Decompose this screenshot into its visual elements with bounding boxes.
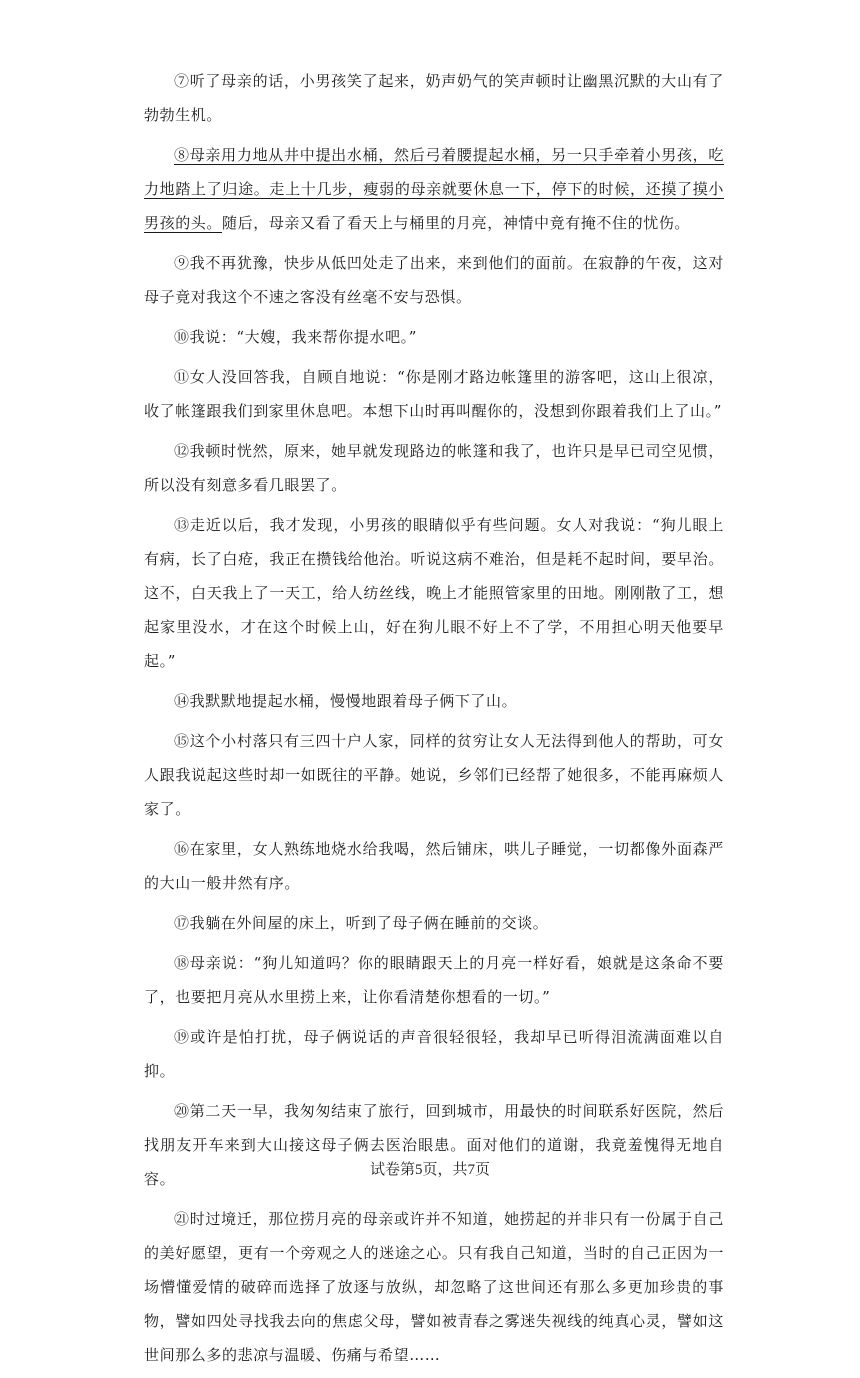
paragraph-8-rest: 随后，母亲又看了看天上与桶里的月亮，神情中竟有掩不住的忧伤。 (222, 214, 691, 232)
paragraph-9: ⑨我不再犹豫，快步从低凹处走了出来，来到他们的面前。在寂静的午夜，这对母子竟对我这个不速之客没有丝毫不安与恐惧。 (144, 254, 724, 306)
paragraph-12: ⑫我顿时恍然，原来，她早就发现路边的帐篷和我了，也许只是早已司空见惯，所以没有刻意多看几眼罢了。 (144, 442, 724, 494)
paragraph-11: ⑪女人没回答我，自顾自地说：“你是刚才路边帐篷里的游客吧，这山上很凉，收了帐篷跟我们到家里休息吧。本想下山时再叫醒你的，没想到你跟着我们上了山。” (144, 368, 724, 420)
underlined-sentence: ⑧母亲用力地从井中提出水桶，然后弓着腰提起水桶，另一只手牵着小男孩，吃力地踏上了归途。走上十几步，瘦弱的母亲就要休息一下，停下的时候，还摸了摸小男孩的头。 (144, 146, 724, 232)
paragraph-7: ⑦听了母亲的话，小男孩笑了起来，奶声奶气的笑声顿时让幽黑沉默的大山有了勃勃生机。 (144, 72, 724, 124)
paragraph-15: ⑮这个小村落只有三四十户人家，同样的贫穷让女人无法得到他人的帮助，可女人跟我说起这些时却一如既往的平静。她说，乡邻们已经帮了她很多，不能再麻烦人家了。 (144, 732, 724, 818)
paragraph-10: ⑩我说：“大嫂，我来帮你提水吧。” (174, 328, 418, 346)
article-body (144, 64, 724, 1378)
paragraph-8 (144, 138, 724, 240)
paragraph-21: ㉑时过境迁，那位捞月亮的母亲或许并不知道，她捞起的并非只有一份属于自己的美好愿望，更有一个旁观之人的迷途之心。只有我自己知道，当时的自己正因为一场懵懂爱情的破碎而选择了放逐与放纵，却忽略了这世间还有那么多更加珍贵的事物，譬如四处寻找我去向的焦虑父母，譬如被青春之雾迷失视线的纯真心灵，譬如这世间那么多的悲凉与温暖、伤痛与希望…… (144, 1210, 724, 1364)
paragraph-16: ⑯在家里，女人熟练地烧水给我喝，然后铺床，哄儿子睡觉，一切都像外面森严的大山一般井然有序。 (144, 840, 724, 892)
paragraph-18: ⑱母亲说：“狗儿知道吗？你的眼睛跟天上的月亮一样好看，娘就是这条命不要了，也要把月亮从水里捞上来，让你看清楚你想看的一切。” (144, 954, 724, 1006)
paragraph-20: ⑳第二天一早，我匆匆结束了旅行，回到城市，用最快的时间联系好医院，然后找朋友开车来到大山接这母子俩去医治眼患。面对他们的道谢，我竟羞愧得无地自容。 (144, 1102, 724, 1188)
paragraph-19: ⑲或许是怕打扰，母子俩说话的声音很轻很轻，我却早已听得泪流满面难以自抑。 (144, 1028, 724, 1080)
paragraph-13: ⑬走近以后，我才发现，小男孩的眼睛似乎有些问题。女人对我说：“狗儿眼上有病，长了白疮，我正在攒钱给他治。听说这病不难治，但是耗不起时间，要早治。这不，白天我上了一天工，给人纺丝线，晚上才能照管家里的田地。刚刚散了工，想起家里没水，才在这个时候上山，好在狗儿眼不好上不了学，不用担心明天他要早起。” (144, 516, 724, 670)
paragraph-17: ⑰我躺在外间屋的床上，听到了母子俩在睡前的交谈。 (174, 914, 549, 932)
page-footer: 试卷第5页，共7页 (369, 1162, 490, 1178)
paragraph-14: ⑭我默默地提起水桶，慢慢地跟着母子俩下了山。 (174, 692, 518, 710)
